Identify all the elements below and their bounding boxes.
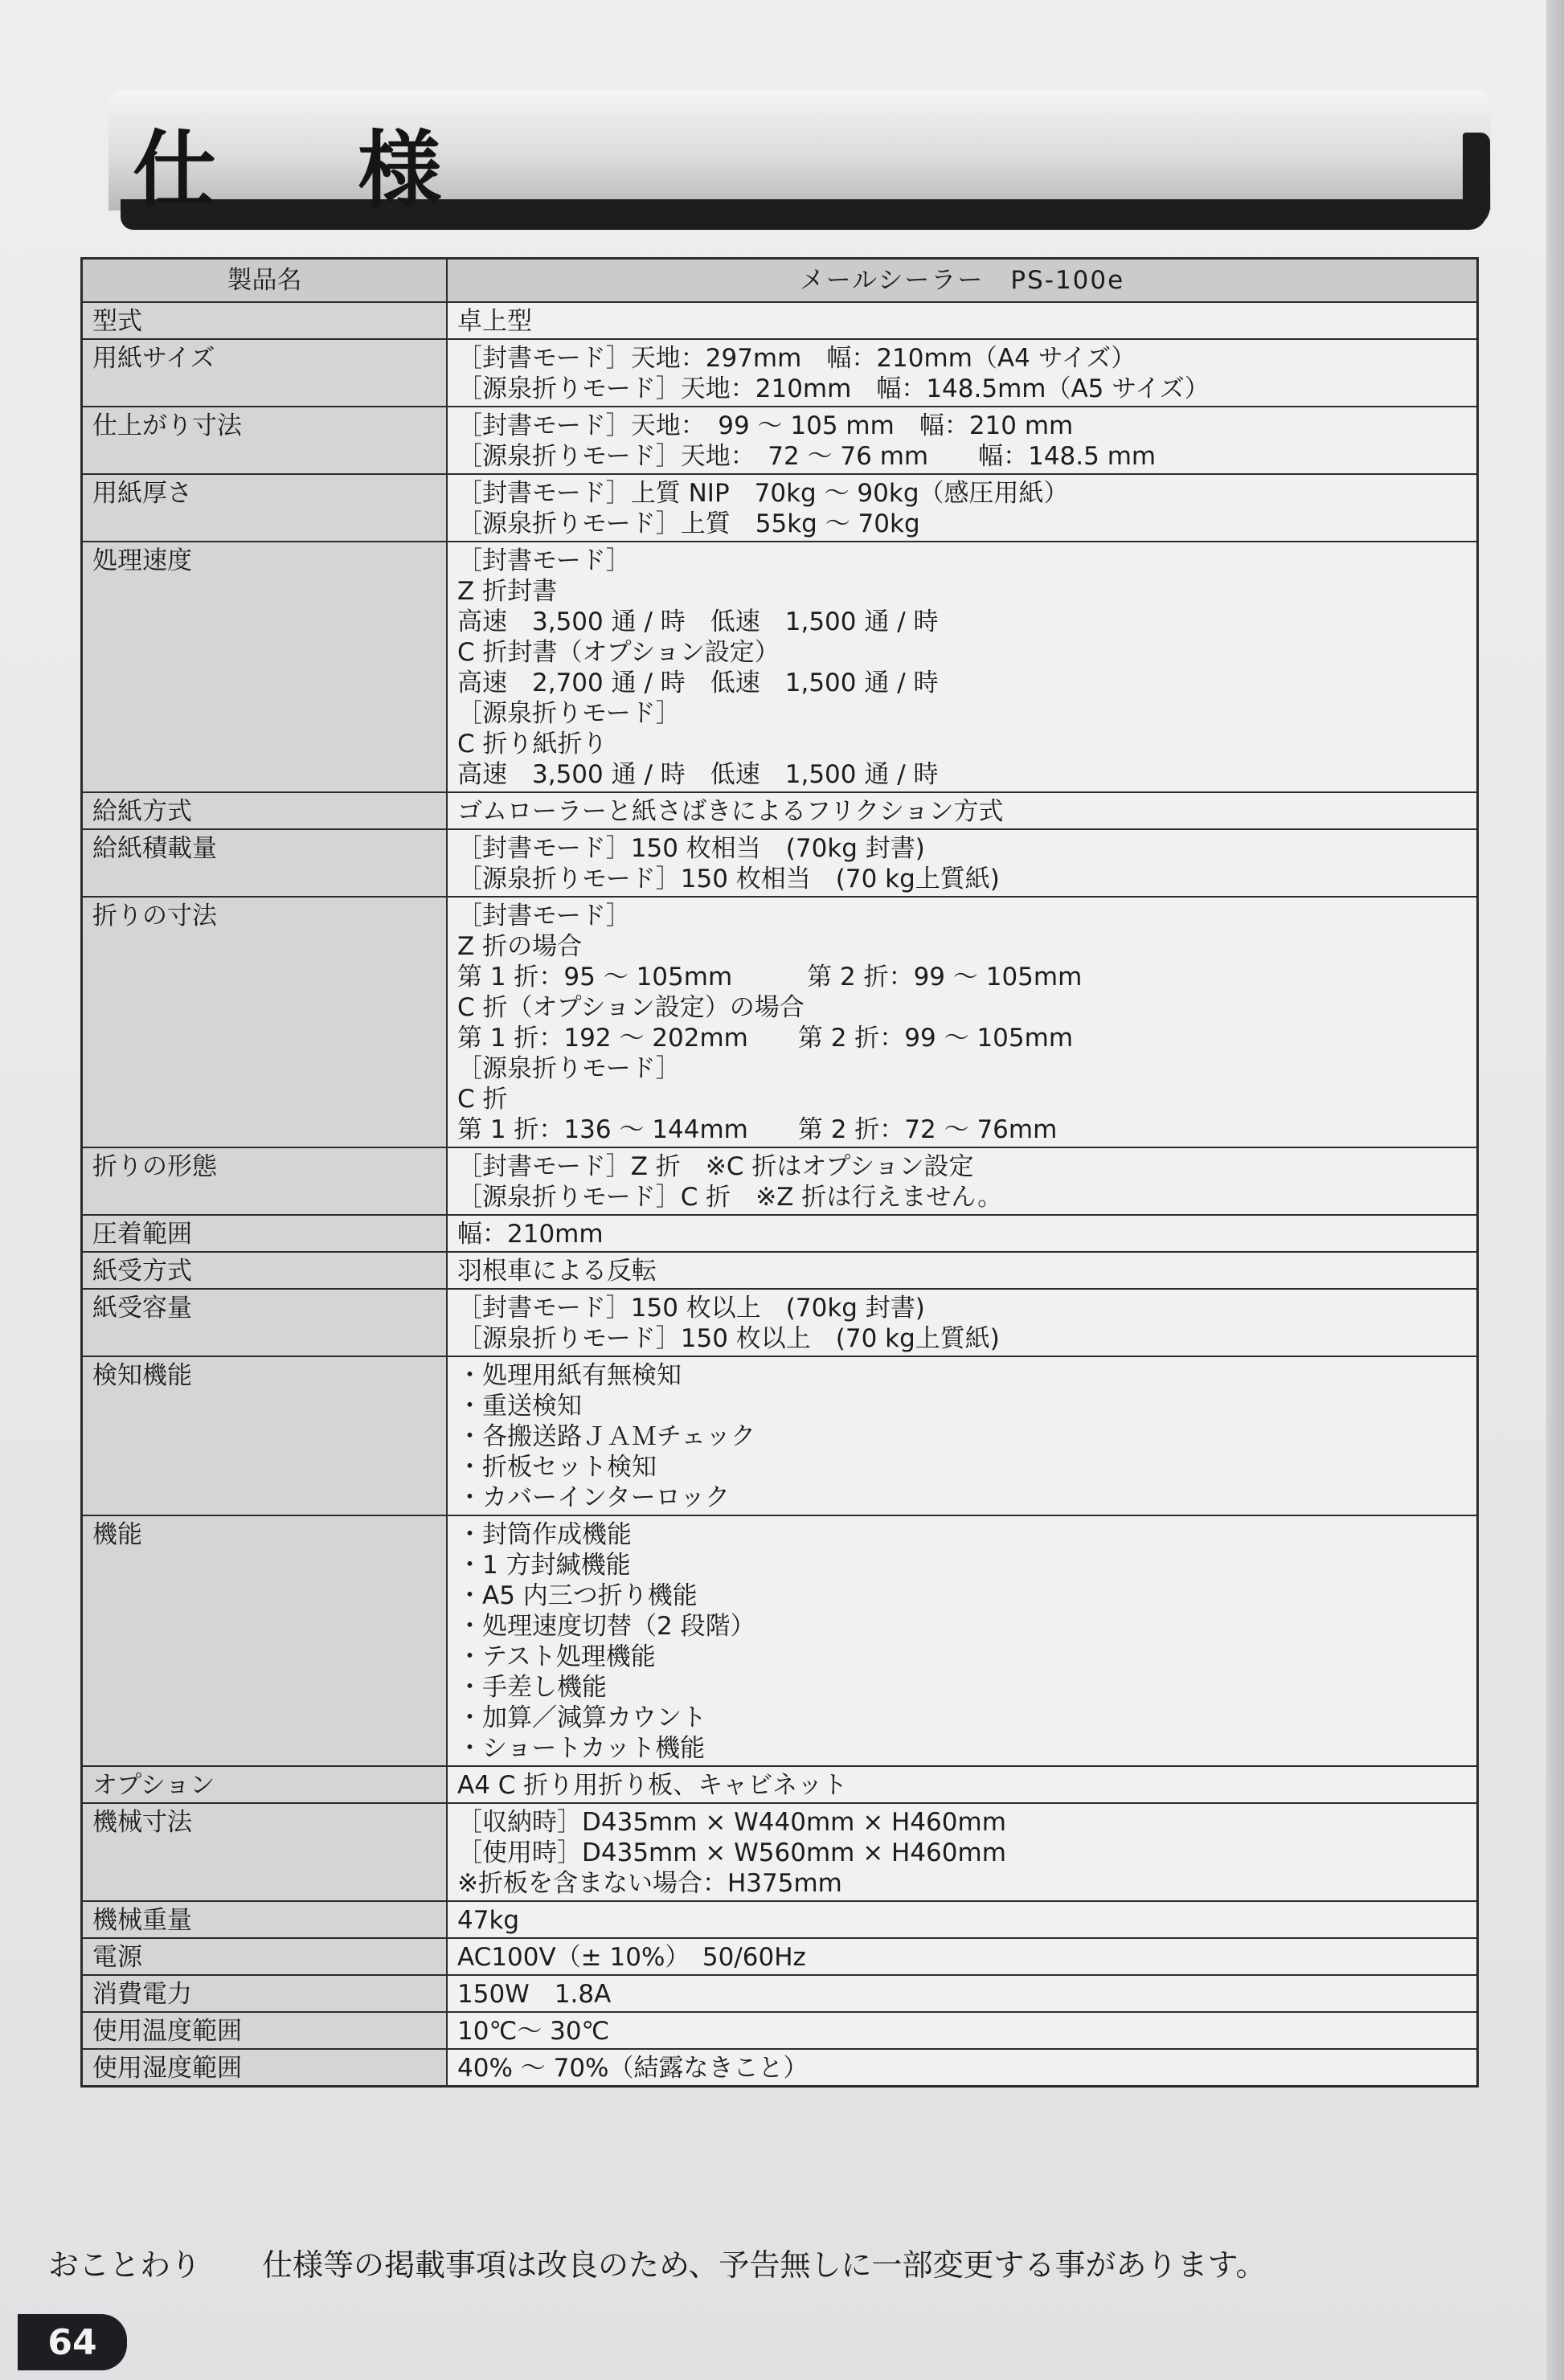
spec-value-line: AC100V（± 10%） 50/60Hz (457, 1943, 806, 1972)
spec-row (82, 792, 1478, 829)
spec-row (82, 897, 1478, 1147)
spec-value (447, 1803, 1478, 1901)
spec-value-line: 羽根車による反転 (457, 1257, 657, 1286)
spec-row (82, 1938, 1478, 1975)
spec-label: 使用温度範囲 (82, 2012, 448, 2049)
spec-value-line: 高速 3,500 通 / 時 低速 1,500 通 / 時 (457, 607, 939, 636)
spec-value (447, 1289, 1478, 1356)
spec-value (447, 1515, 1478, 1766)
spec-value-line: ［源泉折りモード］C 折 ※Z 折は行えません。 (457, 1183, 1003, 1212)
spec-value-line: 47kg (457, 1906, 520, 1935)
spec-value (447, 1901, 1478, 1938)
spec-label: 用紙厚さ (82, 474, 448, 542)
spec-value (447, 897, 1478, 1147)
spec-label: 折りの寸法 (82, 897, 448, 1147)
spec-row (82, 2049, 1478, 2087)
spec-value (447, 2012, 1478, 2049)
spec-value-line: ・ショートカット機能 (457, 1734, 706, 1763)
spec-row (82, 1803, 1478, 1901)
spec-value-line: ・1 方封緘機能 (457, 1551, 631, 1580)
spec-value-line: ［封書モード］ (457, 902, 631, 930)
spec-row (82, 829, 1478, 897)
spec-value-line: ※折板を含まない場合：H375mm (457, 1869, 842, 1898)
spec-value-line: ［封書モード］Z 折 ※C 折はオプション設定 (457, 1152, 974, 1181)
spec-value (447, 829, 1478, 897)
spec-table-body (82, 302, 1478, 2087)
spec-value-line: ［封書モード］150 枚以上 (70kg 封書) (457, 1294, 925, 1323)
spec-value-line: 第 1 折：136 ～ 144mm 第 2 折：72 ～ 76mm (457, 1115, 1058, 1144)
spec-value (447, 1215, 1478, 1252)
spec-table-header-row (82, 259, 1478, 303)
spec-label: 仕上がり寸法 (82, 407, 448, 474)
spec-value-line: ・処理用紙有無検知 (457, 1361, 682, 1390)
page-number-badge: 64 (18, 2314, 127, 2370)
header-label: 製品名 (82, 259, 448, 303)
spec-value (447, 339, 1478, 407)
spec-row (82, 1147, 1478, 1215)
spec-value-line: 幅：210mm (457, 1220, 604, 1249)
spec-value-line: C 折り紙折り (457, 730, 608, 759)
page-title: 仕 様 (133, 121, 498, 219)
spec-row (82, 1766, 1478, 1803)
spec-value (447, 792, 1478, 829)
spec-label: 圧着範囲 (82, 1215, 448, 1252)
spec-value-line: ［源泉折りモード］上質 55kg ～ 70kg (457, 509, 920, 538)
spec-value-line: ［封書モード］天地： 99 ～ 105 mm 幅：210 mm (457, 411, 1074, 440)
spec-value-line: ［源泉折りモード］150 枚以上 (70 kg上質紙) (457, 1324, 1000, 1353)
spec-value-line: A4 C 折り用折り板、キャビネット (457, 1771, 848, 1800)
spec-row (82, 339, 1478, 407)
spec-value (447, 474, 1478, 542)
spec-row (82, 1215, 1478, 1252)
spec-value-line: ［封書モード］上質 NIP 70kg ～ 90kg（感圧用紙） (457, 479, 1069, 508)
title-banner-shadow-side (1463, 133, 1490, 227)
spec-row (82, 407, 1478, 474)
spec-label: 消費電力 (82, 1975, 448, 2012)
spec-value-line: ［封書モード］ (457, 546, 631, 575)
spec-label: 給紙方式 (82, 792, 448, 829)
spec-label: 紙受方式 (82, 1252, 448, 1289)
page-spine-edge (1546, 0, 1564, 2380)
spec-label: 処理速度 (82, 542, 448, 792)
header-value: メールシーラー PS-100e (447, 259, 1478, 303)
spec-label: 検知機能 (82, 1356, 448, 1515)
spec-value-line: ［収納時］D435mm × W440mm × H460mm (457, 1808, 1006, 1837)
spec-value-line: ・処理速度切替（2 段階） (457, 1612, 755, 1641)
spec-value (447, 1147, 1478, 1215)
spec-label: 機械重量 (82, 1901, 448, 1938)
spec-label: 型式 (82, 302, 448, 339)
spec-value-line: 高速 2,700 通 / 時 低速 1,500 通 / 時 (457, 669, 939, 697)
spec-value-line: C 折 (457, 1085, 508, 1114)
spec-label: 機械寸法 (82, 1803, 448, 1901)
spec-row (82, 1356, 1478, 1515)
spec-value-line: ［源泉折りモード］天地：210mm 幅：148.5mm（A5 サイズ） (457, 374, 1210, 403)
spec-value-line: ・封筒作成機能 (457, 1520, 632, 1549)
spec-row (82, 1515, 1478, 1766)
spec-row (82, 1901, 1478, 1938)
spec-value-line: Z 折の場合 (457, 932, 583, 961)
spec-value-line: ［源泉折りモード］天地： 72 ～ 76 mm 幅：148.5 mm (457, 442, 1157, 471)
spec-value-line: ・テスト処理機能 (457, 1642, 656, 1671)
spec-table (80, 257, 1479, 2088)
spec-value-line: ［源泉折りモード］ (457, 1054, 681, 1083)
spec-value-line: ［使用時］D435mm × W560mm × H460mm (457, 1838, 1006, 1867)
disclaimer-note: おことわり 仕様等の掲載事項は改良のため、予告無しに一部変更する事があります。 (48, 2247, 1267, 2283)
spec-value-line: ・各搬送路ＪＡＭチェック (457, 1422, 756, 1451)
spec-value-line: 40% ～ 70%（結露なきこと） (457, 2054, 809, 2083)
spec-row (82, 1252, 1478, 1289)
spec-label: 使用湿度範囲 (82, 2049, 448, 2087)
spec-value-line: ・加算／減算カウント (457, 1703, 706, 1732)
spec-label: オプション (82, 1766, 448, 1803)
spec-value-line: 第 1 折：192 ～ 202mm 第 2 折：99 ～ 105mm (457, 1024, 1074, 1053)
spec-label: 折りの形態 (82, 1147, 448, 1215)
spec-value (447, 1938, 1478, 1975)
spec-value-line: ［封書モード］150 枚相当 (70kg 封書) (457, 834, 925, 863)
spec-value (447, 407, 1478, 474)
spec-row (82, 474, 1478, 542)
spec-value-line: 卓上型 (457, 307, 532, 336)
spec-value (447, 1356, 1478, 1515)
spec-label: 用紙サイズ (82, 339, 448, 407)
spec-label: 紙受容量 (82, 1289, 448, 1356)
spec-row (82, 2012, 1478, 2049)
spec-value-line: Z 折封書 (457, 577, 558, 606)
spec-value (447, 302, 1478, 339)
spec-value (447, 2049, 1478, 2087)
spec-value (447, 1766, 1478, 1803)
spec-value-line: ［封書モード］天地：297mm 幅：210mm（A4 サイズ） (457, 344, 1136, 373)
spec-value-line: ゴムローラーと紙さばきによるフリクション方式 (457, 797, 1004, 826)
spec-row (82, 302, 1478, 339)
spec-value (447, 542, 1478, 792)
spec-row (82, 1975, 1478, 2012)
spec-value (447, 1975, 1478, 2012)
spec-value-line: C 折封書（オプション設定） (457, 638, 780, 667)
spec-value-line: ・重送検知 (457, 1392, 582, 1421)
spec-value-line: ・折板セット検知 (457, 1453, 657, 1482)
spec-value (447, 1252, 1478, 1289)
spec-label: 給紙積載量 (82, 829, 448, 897)
spec-label: 機能 (82, 1515, 448, 1766)
spec-row (82, 542, 1478, 792)
spec-value-line: ［源泉折りモード］150 枚相当 (70 kg上質紙) (457, 865, 1000, 894)
spec-value-line: 高速 3,500 通 / 時 低速 1,500 通 / 時 (457, 760, 939, 789)
spec-value-line: 10℃～ 30℃ (457, 2017, 610, 2046)
spec-value-line: ・A5 内三つ折り機能 (457, 1581, 698, 1610)
spec-label: 電源 (82, 1938, 448, 1975)
spec-value-line: ・手差し機能 (457, 1673, 607, 1702)
spec-value-line: ［源泉折りモード］ (457, 699, 681, 728)
spec-value-line: 150W 1.8A (457, 1980, 612, 2009)
spec-value-line: ・カバーインターロック (457, 1483, 731, 1512)
spec-value-line: 第 1 折：95 ～ 105mm 第 2 折：99 ～ 105mm (457, 963, 1083, 992)
spec-value-line: C 折（オプション設定）の場合 (457, 993, 805, 1022)
spec-row (82, 1289, 1478, 1356)
